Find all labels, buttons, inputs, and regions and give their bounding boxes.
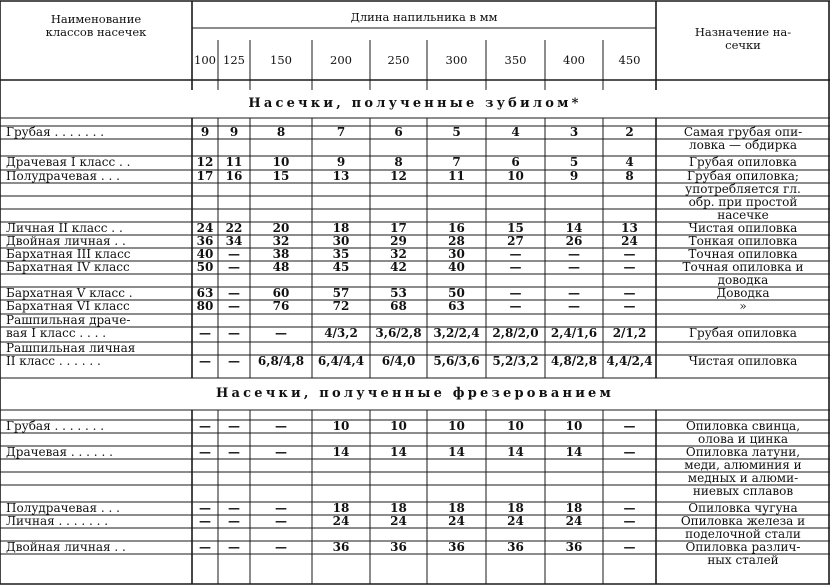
row-value: 10: [507, 169, 524, 183]
row-value: 10: [332, 419, 350, 433]
row-value: 2,4/1,6: [550, 326, 598, 340]
header-length-value: 300: [445, 53, 468, 67]
row-purpose: доводка: [717, 273, 769, 287]
row-name: Грубая . . . . . . .: [6, 419, 105, 433]
row-purpose: Чистая опиловка: [688, 221, 798, 235]
row-value: 32: [272, 234, 290, 248]
row-value: 80: [196, 299, 214, 313]
row-value: —: [568, 299, 580, 313]
row-name: Драчевая . . . . . .: [6, 445, 113, 459]
row-value: 9: [229, 125, 239, 139]
row-value: 13: [621, 221, 638, 235]
row-value: —: [275, 501, 287, 515]
row-value: —: [623, 260, 636, 274]
row-value: —: [199, 354, 211, 368]
row-value: 14: [448, 445, 465, 459]
section-title: Насечки, полученные фрезерованием: [216, 386, 614, 401]
row-value: 53: [390, 286, 407, 300]
header-length-value: 200: [330, 53, 352, 67]
row-value: 3: [569, 125, 579, 139]
row-value: 5,2/3,2: [492, 354, 539, 368]
row-purpose: ных сталей: [707, 553, 779, 567]
row-value: —: [568, 247, 580, 261]
row-value: 15: [272, 169, 290, 183]
row-value: 38: [272, 247, 290, 261]
row-value: 63: [196, 286, 214, 300]
row-value: 17: [196, 169, 214, 183]
row-purpose: »: [739, 299, 747, 313]
row-value: 10: [507, 419, 524, 433]
row-value: 2,8/2,0: [492, 326, 539, 340]
row-value: 4/3,2: [324, 326, 358, 340]
row-value: 24: [507, 514, 524, 528]
row-name: II класс . . . . . .: [6, 354, 101, 368]
row-value: 36: [448, 540, 465, 554]
row-value: 8: [625, 169, 634, 183]
row-name: Двойная личная . .: [6, 540, 126, 554]
row-purpose: Опиловка различ-: [685, 540, 801, 554]
row-value: 24: [332, 514, 350, 528]
row-name: Рашпильная драче-: [6, 313, 131, 327]
row-value: —: [228, 514, 240, 528]
row-value: 10: [565, 419, 583, 433]
row-value: —: [199, 514, 211, 528]
row-value: 50: [448, 286, 465, 300]
row-value: 8: [394, 155, 403, 169]
row-value: 4: [511, 125, 520, 139]
row-value: 11: [448, 169, 465, 183]
row-value: 10: [390, 419, 407, 433]
header-length-value: 400: [563, 53, 585, 67]
row-purpose: Опиловка латуни,: [685, 445, 801, 459]
row-value: —: [228, 247, 240, 261]
row-value: 6,8/4,8: [257, 354, 305, 368]
row-purpose: Чистая опиловка: [688, 354, 798, 368]
row-value: 7: [452, 155, 461, 169]
row-name: Драчевая I класс . .: [6, 155, 131, 169]
row-value: —: [509, 260, 522, 274]
row-value: 2: [625, 125, 634, 139]
row-value: 5,6/3,6: [433, 354, 480, 368]
row-value: —: [199, 501, 211, 515]
row-value: 24: [390, 514, 407, 528]
row-purpose: насечке: [717, 208, 769, 222]
row-value: —: [275, 326, 287, 340]
row-value: 4: [625, 155, 634, 169]
row-value: —: [199, 445, 211, 459]
row-value: —: [509, 286, 522, 300]
row-value: 36: [507, 540, 524, 554]
row-value: 24: [448, 514, 465, 528]
row-value: 14: [565, 445, 583, 459]
row-purpose: Точная опиловка и: [682, 260, 804, 274]
row-value: —: [623, 540, 636, 554]
row-value: —: [199, 326, 211, 340]
row-value: 7: [336, 125, 346, 139]
header-purpose-label: сечки: [725, 38, 761, 52]
row-name: Полудрачевая . . .: [6, 501, 120, 515]
row-name: Полудрачевая . . .: [6, 169, 120, 183]
header-length-value: 100: [194, 53, 216, 67]
row-name: Рашпильная личная: [6, 341, 136, 355]
row-purpose: ниевых сплавов: [692, 484, 794, 498]
row-value: —: [228, 286, 240, 300]
row-value: —: [228, 445, 240, 459]
row-purpose: Точная опиловка: [688, 247, 798, 261]
row-value: —: [228, 540, 240, 554]
row-value: 42: [390, 260, 407, 274]
row-value: 76: [272, 299, 290, 313]
row-value: 24: [621, 234, 638, 248]
row-value: 24: [565, 514, 583, 528]
row-name: Бархатная IV класс: [6, 260, 130, 274]
header-length-value: 450: [618, 53, 641, 67]
row-value: 28: [448, 234, 465, 248]
row-value: 6: [394, 125, 403, 139]
row-value: —: [228, 326, 240, 340]
row-value: —: [199, 540, 211, 554]
row-value: 10: [448, 419, 465, 433]
section-title: Насечки, полученные зубилом*: [248, 96, 582, 111]
row-purpose: обр. при простой: [688, 195, 798, 209]
row-value: 63: [448, 299, 465, 313]
header-length-value: 150: [270, 53, 292, 67]
row-value: 9: [569, 169, 579, 183]
row-value: 13: [332, 169, 350, 183]
row-value: —: [228, 260, 240, 274]
row-value: 4,8/2,8: [550, 354, 598, 368]
row-value: 9: [336, 155, 346, 169]
row-value: —: [275, 514, 287, 528]
row-value: 50: [196, 260, 214, 274]
header-name-label: Наименование: [50, 12, 142, 26]
row-value: —: [228, 354, 240, 368]
row-name: Бархатная III класс: [6, 247, 131, 261]
header-name-label: классов насечек: [45, 25, 147, 39]
row-value: 40: [448, 260, 465, 274]
row-purpose: олова и цинка: [698, 432, 788, 446]
row-value: 18: [448, 501, 465, 515]
row-purpose: Самая грубая опи-: [683, 125, 803, 139]
row-purpose: ловка — обдирка: [688, 138, 798, 152]
row-value: 60: [272, 286, 290, 300]
row-value: —: [623, 419, 636, 433]
header-purpose-label: Назначение на-: [694, 25, 792, 39]
row-purpose: Тонкая опиловка: [688, 234, 798, 248]
row-value: 36: [565, 540, 583, 554]
row-purpose: Грубая опиловка;: [687, 169, 799, 183]
row-value: 17: [390, 221, 407, 235]
header-length-title: Длина напильника в мм: [350, 10, 498, 24]
row-value: 6: [511, 155, 520, 169]
row-value: 5: [569, 155, 579, 169]
row-value: 4,4/2,4: [606, 354, 653, 368]
row-value: 48: [272, 260, 290, 274]
row-value: 26: [565, 234, 583, 248]
header-length-value: 250: [387, 53, 410, 67]
row-value: 14: [565, 221, 583, 235]
row-value: —: [623, 501, 636, 515]
row-value: 16: [225, 169, 243, 183]
row-value: 57: [332, 286, 350, 300]
row-value: 14: [507, 445, 524, 459]
row-value: —: [568, 260, 580, 274]
row-value: 18: [332, 501, 350, 515]
row-value: 20: [272, 221, 290, 235]
row-value: 34: [225, 234, 243, 248]
row-value: —: [228, 419, 240, 433]
row-value: 68: [390, 299, 407, 313]
row-value: 2/1,2: [612, 326, 647, 340]
row-value: 36: [332, 540, 350, 554]
row-value: —: [275, 445, 287, 459]
row-value: 3,6/2,8: [375, 326, 422, 340]
row-value: 40: [196, 247, 214, 261]
row-value: 3,2/2,4: [433, 326, 480, 340]
row-value: 15: [507, 221, 524, 235]
row-value: 30: [448, 247, 465, 261]
row-purpose: меди, алюминия и: [684, 458, 802, 472]
row-value: —: [623, 445, 636, 459]
row-value: 14: [390, 445, 407, 459]
row-value: 10: [272, 155, 290, 169]
row-value: 35: [332, 247, 350, 261]
row-name: Двойная личная . .: [6, 234, 126, 248]
row-name: вая I класс . . . .: [6, 326, 107, 340]
row-value: —: [509, 299, 522, 313]
row-value: —: [275, 419, 287, 433]
row-value: 11: [225, 155, 243, 169]
row-purpose: Опиловка чугуна: [688, 501, 798, 515]
row-value: 45: [332, 260, 350, 274]
row-value: 18: [390, 501, 407, 515]
row-value: 18: [565, 501, 583, 515]
row-value: 36: [196, 234, 214, 248]
header-length-value: 350: [504, 53, 527, 67]
row-value: 6,4/4,4: [317, 354, 365, 368]
row-value: 18: [332, 221, 350, 235]
row-value: 30: [332, 234, 350, 248]
row-value: 27: [507, 234, 524, 248]
row-purpose: употребляется гл.: [685, 182, 801, 196]
row-value: 24: [196, 221, 214, 235]
row-name: Личная . . . . . . .: [6, 514, 109, 528]
row-name: Бархатная V класс .: [6, 286, 133, 300]
row-purpose: Грубая опиловка: [689, 326, 797, 340]
row-value: —: [623, 247, 636, 261]
row-purpose: Опиловка железа и: [680, 514, 806, 528]
row-purpose: медных и алюми-: [687, 471, 799, 485]
row-name: Грубая . . . . . . .: [6, 125, 105, 139]
row-name: Бархатная VI класс: [6, 299, 130, 313]
row-value: —: [623, 514, 636, 528]
row-value: —: [568, 286, 580, 300]
row-value: 12: [390, 169, 407, 183]
row-purpose: Грубая опиловка: [689, 155, 797, 169]
row-value: 16: [448, 221, 465, 235]
row-value: 8: [276, 125, 286, 139]
row-value: —: [623, 286, 636, 300]
row-value: —: [228, 501, 240, 515]
row-value: 72: [332, 299, 350, 313]
row-value: 5: [452, 125, 461, 139]
row-value: 32: [390, 247, 407, 261]
row-purpose: Опиловка свинца,: [685, 419, 801, 433]
row-value: —: [199, 419, 211, 433]
row-value: 18: [507, 501, 524, 515]
row-value: 12: [196, 155, 214, 169]
row-purpose: поделочной стали: [685, 527, 801, 541]
row-value: 14: [332, 445, 350, 459]
row-name: Личная II класс . .: [6, 221, 123, 235]
header-length-value: 125: [223, 53, 245, 67]
row-value: —: [228, 299, 240, 313]
row-value: 36: [390, 540, 407, 554]
row-value: —: [275, 540, 287, 554]
row-value: 6/4,0: [381, 354, 416, 368]
row-value: 9: [200, 125, 210, 139]
row-value: 22: [225, 221, 243, 235]
row-value: 29: [390, 234, 407, 248]
row-value: —: [623, 299, 636, 313]
row-purpose: Доводка: [716, 286, 770, 300]
row-value: —: [509, 247, 522, 261]
